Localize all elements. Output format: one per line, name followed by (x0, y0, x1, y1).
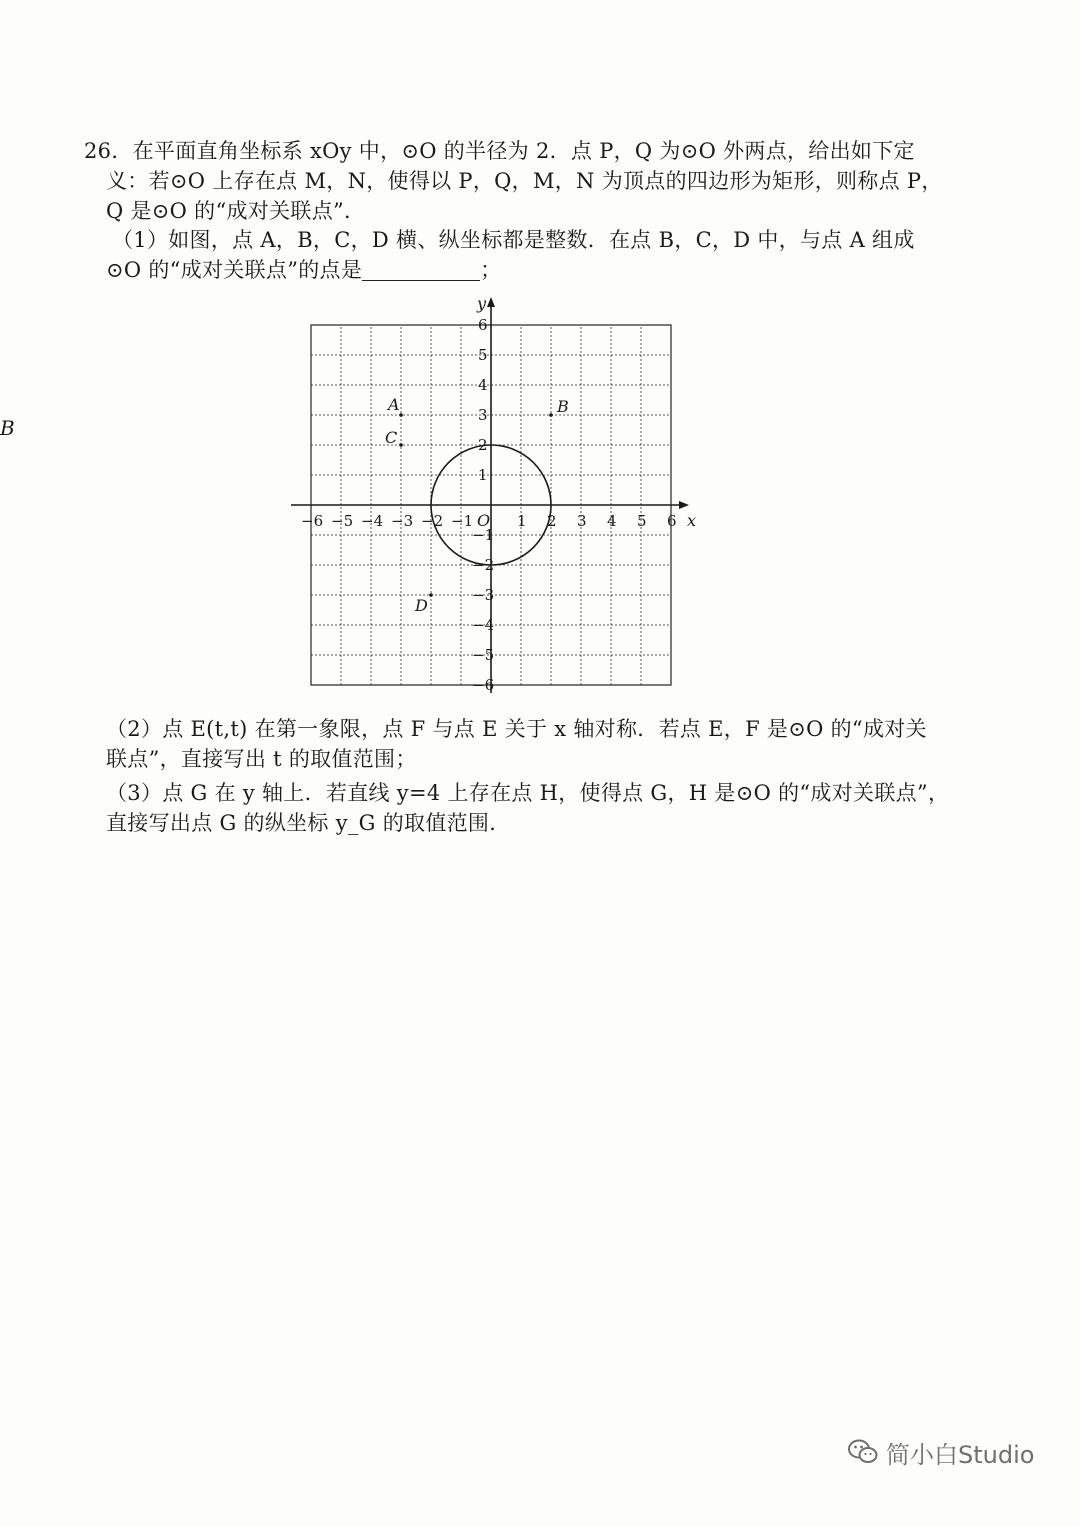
x-tick-label: 3 (577, 512, 587, 530)
part2-line-2: 联点”，直接写出 t 的取值范围； (106, 747, 417, 771)
x-tick-label: 1 (517, 512, 527, 530)
margin-mark: B (0, 416, 15, 440)
coordinate-figure (0, 0, 1080, 720)
watermark-text: 简小白Studio (886, 1440, 1035, 1469)
x-tick-label: −2 (421, 512, 444, 530)
part3-line-1: （3）点 G 在 y 轴上．若直线 y=4 上存在点 H，使得点 G，H 是⊙O 的“成对关联点”， (106, 781, 950, 805)
y-tick-label: 3 (478, 406, 488, 424)
x-tick-label: 2 (547, 512, 557, 530)
part1-prompt: ⊙O 的“成对关联点”的点是 (106, 258, 363, 282)
point-label-a: A (388, 395, 400, 414)
x-tick-label: 6 (667, 512, 677, 530)
x-tick-label: 4 (607, 512, 617, 530)
x-tick-label: −6 (301, 512, 324, 530)
point-label-c: C (385, 428, 398, 447)
y-tick-label: −2 (472, 556, 495, 574)
y-tick-label: 2 (478, 436, 488, 454)
y-tick-label: −6 (472, 676, 495, 694)
y-axis-arrow (487, 297, 495, 307)
problem-line-1: 26．在平面直角坐标系 xOy 中，⊙O 的半径为 2．点 P，Q 为⊙O 外两点，给出如下定 (84, 139, 915, 163)
y-tick-label: 4 (478, 376, 488, 394)
x-tick-label: −3 (391, 512, 414, 530)
x-tick-label: −1 (451, 512, 474, 530)
problem-line-2: 义：若⊙O 上存在点 M，N，使得以 P，Q，M，N 为顶点的四边形为矩形，则称点 P， (106, 169, 943, 193)
x-axis-label: x (687, 511, 697, 530)
origin-label: O (477, 511, 491, 530)
y-tick-label: −1 (472, 526, 495, 544)
wechat-icon (848, 1439, 878, 1465)
y-tick-label: −4 (472, 616, 495, 634)
problem-line-3: Q 是⊙O 的“成对关联点”． (106, 199, 366, 223)
point-label-b: B (557, 397, 569, 416)
y-tick-label: −5 (472, 646, 495, 664)
point-c (399, 443, 403, 447)
y-tick-label: −3 (472, 586, 495, 604)
point-b (549, 413, 553, 417)
x-tick-label: −4 (361, 512, 384, 530)
y-tick-label: 1 (478, 466, 488, 484)
x-tick-label: 5 (637, 512, 647, 530)
part1-line-1: （1）如图，点 A，B，C，D 横、纵坐标都是整数．在点 B，C，D 中，与点 A 组成 (112, 228, 915, 252)
x-axis-arrow (679, 501, 689, 509)
x-tick-label: −5 (331, 512, 354, 530)
point-label-d: D (415, 596, 428, 615)
y-tick-label: 5 (478, 346, 488, 364)
part1-semicolon: ； (480, 258, 502, 282)
watermark (848, 1432, 1034, 1472)
part3-line-2: 直接写出点 G 的纵坐标 y_G 的取值范围． (106, 811, 511, 835)
point-d (429, 593, 433, 597)
y-axis-label: y (477, 294, 487, 313)
point-a (399, 413, 403, 417)
y-tick-label: 6 (478, 316, 488, 334)
part2-line-1: （2）点 E(t,t) 在第一象限，点 F 与点 E 关于 x 轴对称．若点 E，F 是⊙O 的“成对关 (106, 717, 927, 741)
